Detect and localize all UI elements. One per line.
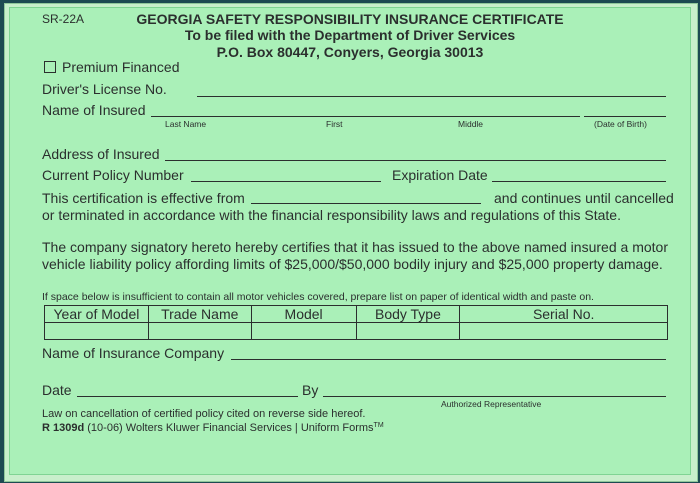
- form-publisher: (10-06) Wolters Kluwer Financial Services | Uniform Forms: [84, 422, 374, 434]
- insurance-company-label: Name of Insurance Company: [42, 345, 225, 361]
- terminated-text: or terminated in accordance with the financial responsibility laws and regulations of this State.: [42, 207, 621, 223]
- form-number: R 1309d: [42, 422, 85, 434]
- cell-year-of-model[interactable]: [45, 323, 149, 340]
- date-of-birth-field[interactable]: [584, 116, 666, 117]
- current-policy-number-label: Current Policy Number: [42, 167, 184, 183]
- cell-trade-name[interactable]: [148, 323, 251, 340]
- certificate-card: [9, 7, 691, 475]
- header-trade-name: Trade Name: [148, 306, 251, 323]
- drivers-license-field[interactable]: [197, 96, 666, 97]
- vehicle-table-row: [45, 323, 668, 340]
- address-of-insured-field[interactable]: [165, 160, 666, 161]
- effective-from-label: This certification is effective from: [42, 190, 245, 206]
- name-of-insured-field[interactable]: [151, 116, 580, 117]
- first-name-caption: First: [326, 119, 343, 129]
- current-policy-number-field[interactable]: [191, 181, 381, 182]
- date-of-birth-caption: (Date of Birth): [594, 119, 647, 129]
- law-note: Law on cancellation of certified policy cited on reverse side hereof.: [42, 408, 366, 420]
- premium-financed-label: Premium Financed: [62, 59, 180, 75]
- authorized-representative-caption: Authorized Representative: [441, 399, 542, 409]
- header-serial-no: Serial No.: [460, 306, 668, 323]
- continues-until-label: and continues until cancelled: [494, 190, 674, 206]
- premium-financed-checkbox[interactable]: [44, 61, 56, 73]
- cell-body-type[interactable]: [356, 323, 460, 340]
- certificate-address: P.O. Box 80447, Conyers, Georgia 30013: [216, 44, 484, 60]
- trademark-mark: TM: [373, 422, 384, 429]
- header-model: Model: [251, 306, 356, 323]
- middle-name-caption: Middle: [458, 119, 484, 129]
- effective-from-field[interactable]: [251, 203, 481, 204]
- form-code: SR-22A: [42, 12, 85, 26]
- form-info: [42, 422, 384, 434]
- vehicle-table-header-row: [45, 306, 668, 323]
- cell-serial-no[interactable]: [460, 323, 668, 340]
- expiration-date-label: Expiration Date: [392, 167, 488, 183]
- header-body-type: Body Type: [356, 306, 460, 323]
- signature-field[interactable]: [323, 396, 666, 397]
- drivers-license-label: Driver's License No.: [42, 81, 167, 97]
- address-of-insured-label: Address of Insured: [42, 146, 160, 162]
- vehicle-note: If space below is insufficient to contain all motor vehicles covered, prepare list on paper of identical width and paste on.: [42, 291, 594, 303]
- cell-model[interactable]: [251, 323, 356, 340]
- name-of-insured-label: Name of Insured: [42, 102, 146, 118]
- date-field[interactable]: [77, 396, 298, 397]
- insurance-company-field[interactable]: [231, 359, 666, 360]
- by-label: By: [302, 382, 319, 398]
- expiration-date-field[interactable]: [492, 181, 666, 182]
- certification-paragraph: The company signatory hereto hereby certifies that it has issued to the above named insured a motor vehicle liability policy affording limits of $25,000/$50,000 bodily injury and $25,000 property damage.: [42, 239, 668, 272]
- date-label: Date: [42, 382, 72, 398]
- certificate-subtitle: To be filed with the Department of Driver Services: [184, 27, 516, 43]
- vehicle-table: [44, 305, 668, 340]
- certificate-title: GEORGIA SAFETY RESPONSIBILITY INSURANCE CERTIFICATE: [136, 11, 564, 27]
- header-year-of-model: Year of Model: [45, 306, 149, 323]
- last-name-caption: Last Name: [165, 119, 207, 129]
